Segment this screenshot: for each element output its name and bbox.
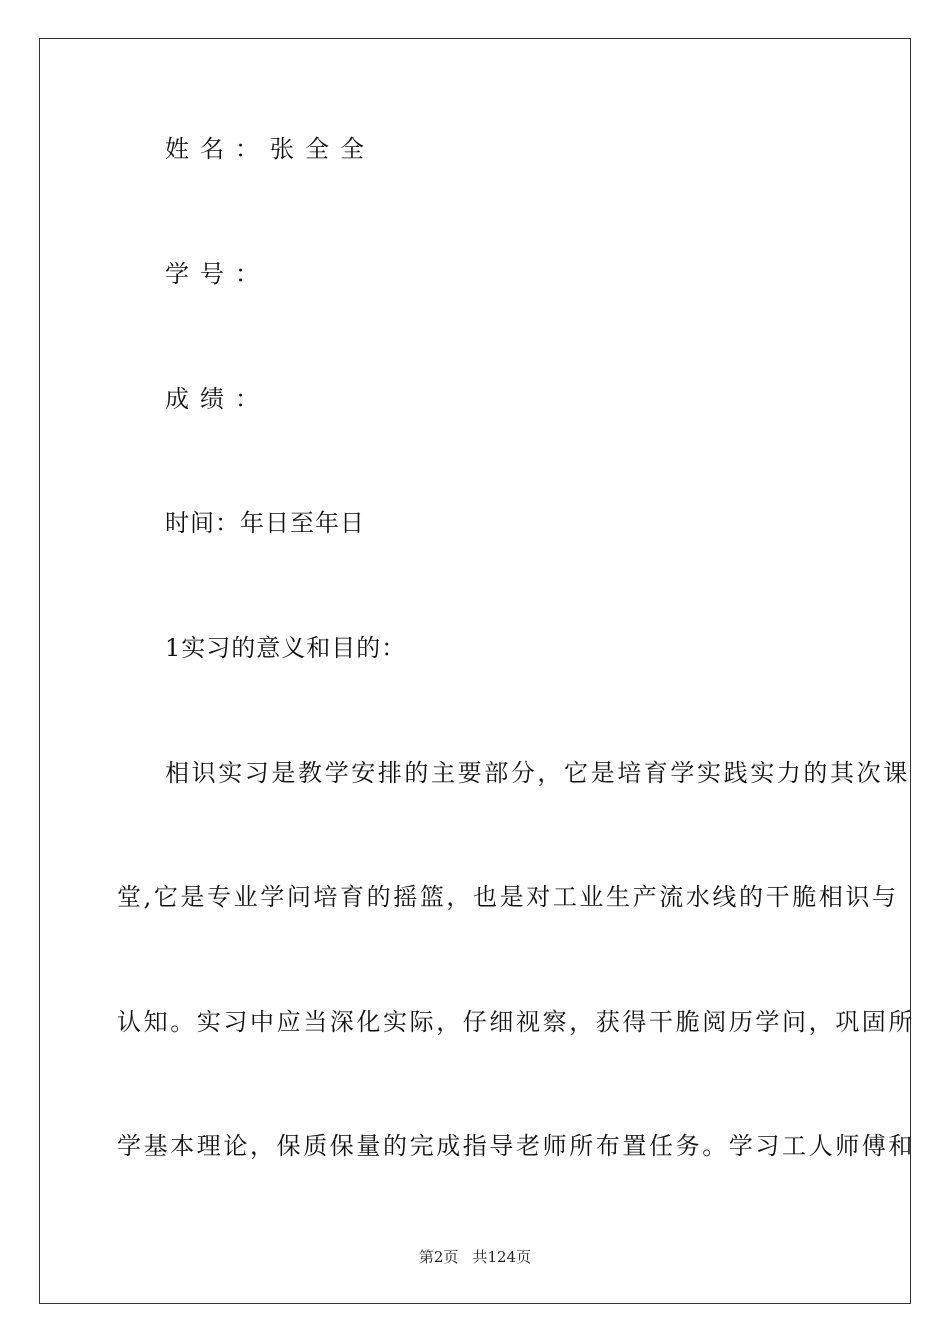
- student-id-field: 学号：: [165, 260, 270, 288]
- page-total: 共124页: [472, 1248, 532, 1266]
- page-number: 第2页: [418, 1248, 459, 1266]
- page-border: [39, 38, 911, 1304]
- paragraph-line: 相识实习是教学安排的主要部分，它是培育学实践实力的其次课: [165, 759, 910, 787]
- name-field: 姓名：张全全: [165, 135, 375, 163]
- section-heading: 1实习的意义和目的：: [165, 634, 407, 662]
- paragraph-line: 认知。实习中应当深化实际，仔细视察，获得干脆阅历学问，巩固所: [117, 1008, 915, 1036]
- time-field: 时间：年日至年日: [165, 509, 365, 537]
- page-footer: [0, 1247, 950, 1267]
- score-field: 成绩：: [165, 385, 270, 413]
- paragraph-line: 堂,它是专业学问培育的摇篮，也是对工业生产流水线的干脆相识与: [117, 883, 899, 911]
- paragraph-line: 学基本理论，保质保量的完成指导老师所布置任务。学习工人师傅和: [117, 1132, 915, 1160]
